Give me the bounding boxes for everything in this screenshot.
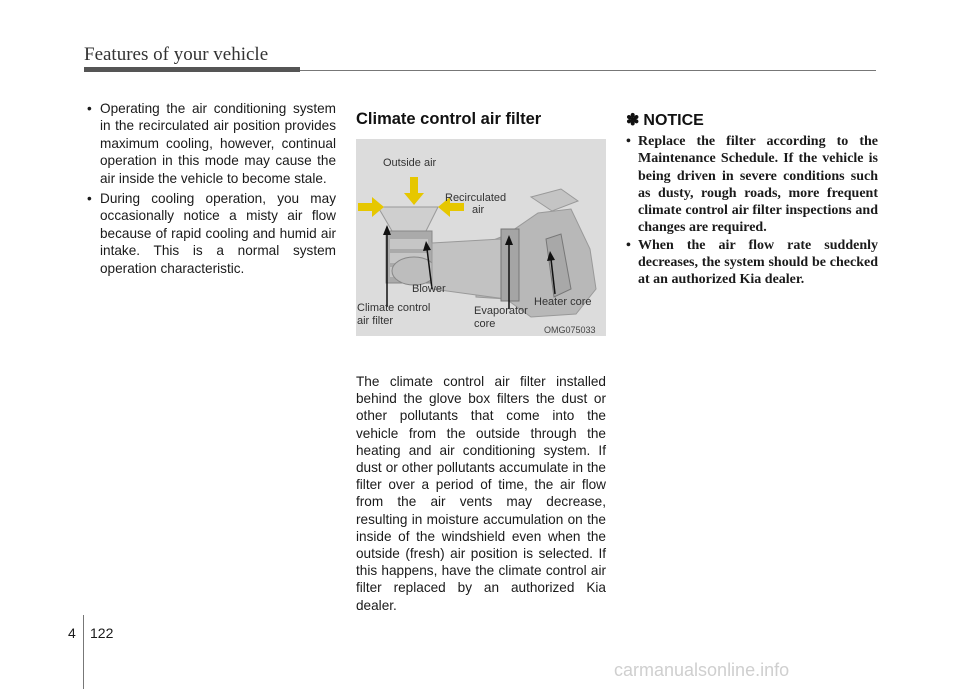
notice-item: • When the air flow rate suddenly decreases, the system should be checked at an authorized Kia dealer. bbox=[626, 237, 878, 289]
label-outside-air: Outside air bbox=[383, 157, 437, 169]
label-filter: Climate control bbox=[357, 302, 431, 314]
figure-code: OMG075033 bbox=[544, 325, 596, 335]
footer-divider bbox=[83, 615, 84, 689]
label-evaporator: Evaporator bbox=[474, 305, 528, 317]
left-column bbox=[84, 100, 336, 280]
label-recirculated: Recirculated bbox=[445, 192, 507, 204]
page-header-title: Features of your vehicle bbox=[84, 44, 269, 65]
notice-title: NOTICE bbox=[643, 112, 704, 129]
right-column bbox=[626, 110, 878, 289]
label-blower: Blower bbox=[412, 283, 446, 295]
label-recirculated-air: air bbox=[472, 204, 485, 216]
hvac-illustration bbox=[356, 139, 606, 336]
label-filter-2: air filter bbox=[357, 315, 394, 327]
label-heater-core: Heater core bbox=[534, 296, 592, 308]
watermark: carmanualsonline.info bbox=[614, 660, 790, 680]
header-accent-bar bbox=[84, 67, 300, 72]
notice-mark: ✽ bbox=[626, 112, 640, 129]
bullet-item: • During cooling operation, you may occasionally notice a misty air flow because of rapid cooling and humid air intake. This is a normal system operation characteristic. bbox=[84, 190, 336, 277]
header-rule bbox=[300, 70, 876, 71]
section-title: Climate control air filter bbox=[356, 110, 542, 128]
label-evaporator-core: core bbox=[474, 318, 496, 330]
body-paragraph: The climate control air filter installed behind the glove box filters the dust or other pollutants that come into the vehicle from the outside through the heating and air conditioning system. If dust or other pollutants accumulate in the filter over a period of time, the air flow from the air vents may decrease, resulting in moisture accumulation on the inside of the windshield even when the outside (fresh) air position is selected. If this happens, have the climate control air filter replaced by an authorized Kia dealer. bbox=[356, 374, 606, 613]
footer-page-number: 122 bbox=[90, 625, 114, 641]
footer-section-number: 4 bbox=[68, 625, 76, 641]
notice-heading bbox=[626, 110, 878, 130]
air-filter-diagram bbox=[356, 139, 606, 336]
notice-item: • Replace the filter according to the Maintenance Schedule. If the vehicle is being driven in severe conditions such as dusty, rough roads, more frequent climate control air filter inspections and changes are required. bbox=[626, 133, 878, 237]
bullet-item: • Operating the air conditioning system in the recirculated air position provides maximum cooling, however, continual operation in this mode may cause the air inside the vehicle to become stale. bbox=[84, 100, 336, 187]
middle-column bbox=[356, 110, 606, 614]
